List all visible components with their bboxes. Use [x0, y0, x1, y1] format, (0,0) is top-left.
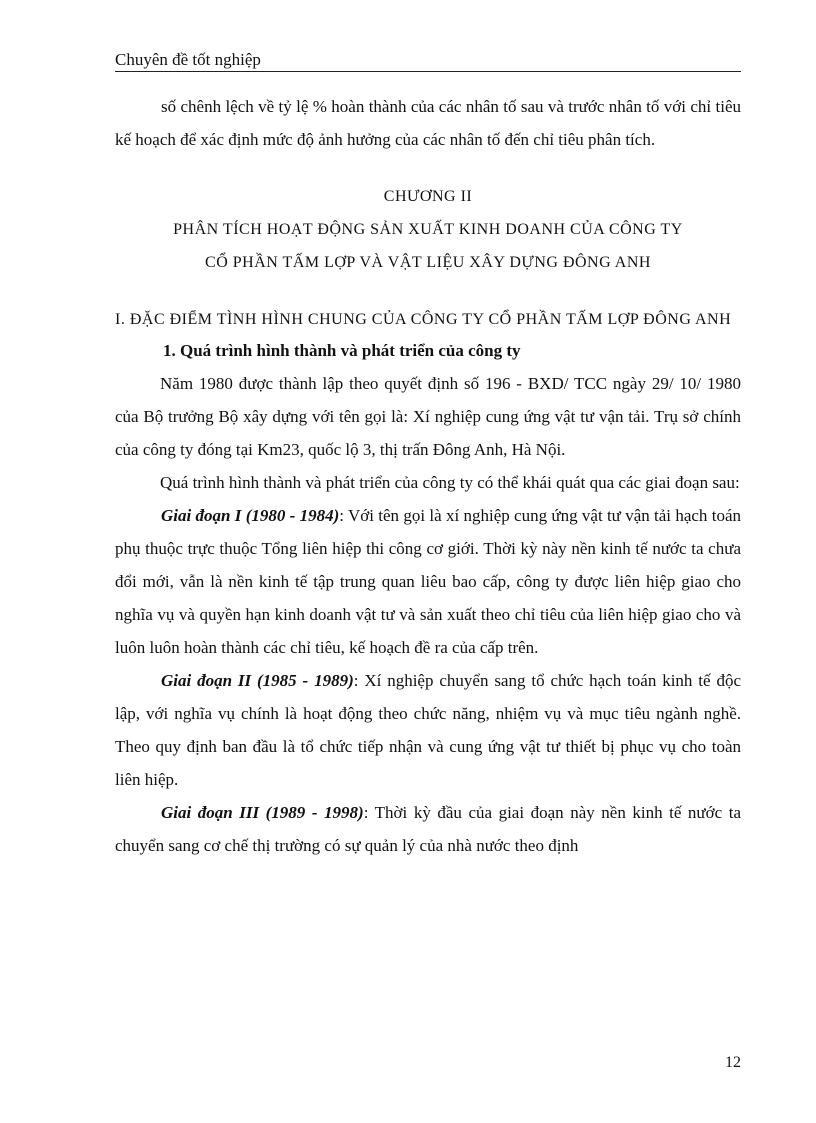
header-divider — [115, 71, 741, 72]
paragraph-intro: số chênh lệch về tỷ lệ % hoàn thành của các nhân tố sau và trước nhân tố với chỉ tiêu kế hoạch để xác định mức độ ảnh hưởng của các nhân tố đến chỉ tiêu phân tích. — [115, 97, 741, 149]
stage-1-label: Giai đoạn I (1980 - 1984) — [161, 506, 340, 525]
stage-2-text: : Xí nghiệp chuyển sang tổ chức hạch toán kinh tế độc lập, với nghĩa vụ chính là hoạt động theo chức năng, nhiệm vụ và mục tiêu ngành nghề. Theo quy định ban đầu là tổ chức tiếp nhận và cung ứng vật tư thiết bị phục vụ cho toàn liên hiệp. — [115, 671, 741, 789]
paragraph-stages-intro: Quá trình hình thành và phát triển của công ty có thể khái quát qua các giai đoạn sau: — [160, 473, 740, 492]
stage-3-label: Giai đoạn III (1989 - 1998) — [161, 803, 364, 822]
page-header: Chuyên đề tốt nghiệp — [115, 50, 261, 69]
paragraph-founding: Năm 1980 được thành lập theo quyết định số 196 - BXD/ TCC ngày 29/ 10/ 1980 của Bộ trưởng Bộ xây dựng với tên gọi là: Xí nghiệp cung ứng vật tư vận tải. Trụ sở chính của công ty đóng tại Km23, quốc lộ 3, thị trấn Đông Anh, Hà Nội. — [115, 374, 741, 459]
stage-2-label: Giai đoạn II (1985 - 1989) — [161, 671, 354, 690]
paragraph-stage-3 — [115, 796, 741, 862]
chapter-title-line-1: PHÂN TÍCH HOẠT ĐỘNG SẢN XUẤT KINH DOANH CỦA CÔNG TY — [173, 221, 683, 238]
page-body — [115, 90, 741, 862]
subsection-heading: 1. Quá trình hình thành và phát triển của công ty — [163, 341, 521, 360]
stage-3-text: : Thời kỳ đầu của giai đoạn này nền kinh tế nước ta chuyển sang cơ chế thị trường có sự quản lý của nhà nước theo định — [115, 803, 741, 855]
page-number: 12 — [725, 1054, 741, 1071]
section-heading: I. ĐẶC ĐIỂM TÌNH HÌNH CHUNG CỦA CÔNG TY CỔ PHẦN TẤM LỢP ĐÔNG ANH — [115, 311, 732, 328]
paragraph-stage-1 — [115, 499, 741, 664]
chapter-number: CHƯƠNG II — [383, 188, 473, 205]
paragraph-stage-2 — [115, 664, 741, 796]
chapter-title-line-2: CỔ PHẦN TẤM LỢP VÀ VẬT LIỆU XÂY DỰNG ĐÔNG ANH — [205, 254, 651, 271]
stage-1-text: : Với tên gọi là xí nghiệp cung ứng vật tư vận tải hạch toán phụ thuộc trực thuộc Tổng liên hiệp thi công cơ giới. Thời kỳ này nền kinh tế nước ta chưa đổi mới, vẫn là nền kinh tế tập trung quan liêu bao cấp, công ty được liên hiệp giao cho nghĩa vụ và quyền hạn kinh doanh vật tư và sản xuất theo chỉ tiêu của liên hiệp giao cho và luôn luôn hoàn thành các chỉ tiêu, kế hoạch đề ra của cấp trên. — [115, 506, 741, 657]
